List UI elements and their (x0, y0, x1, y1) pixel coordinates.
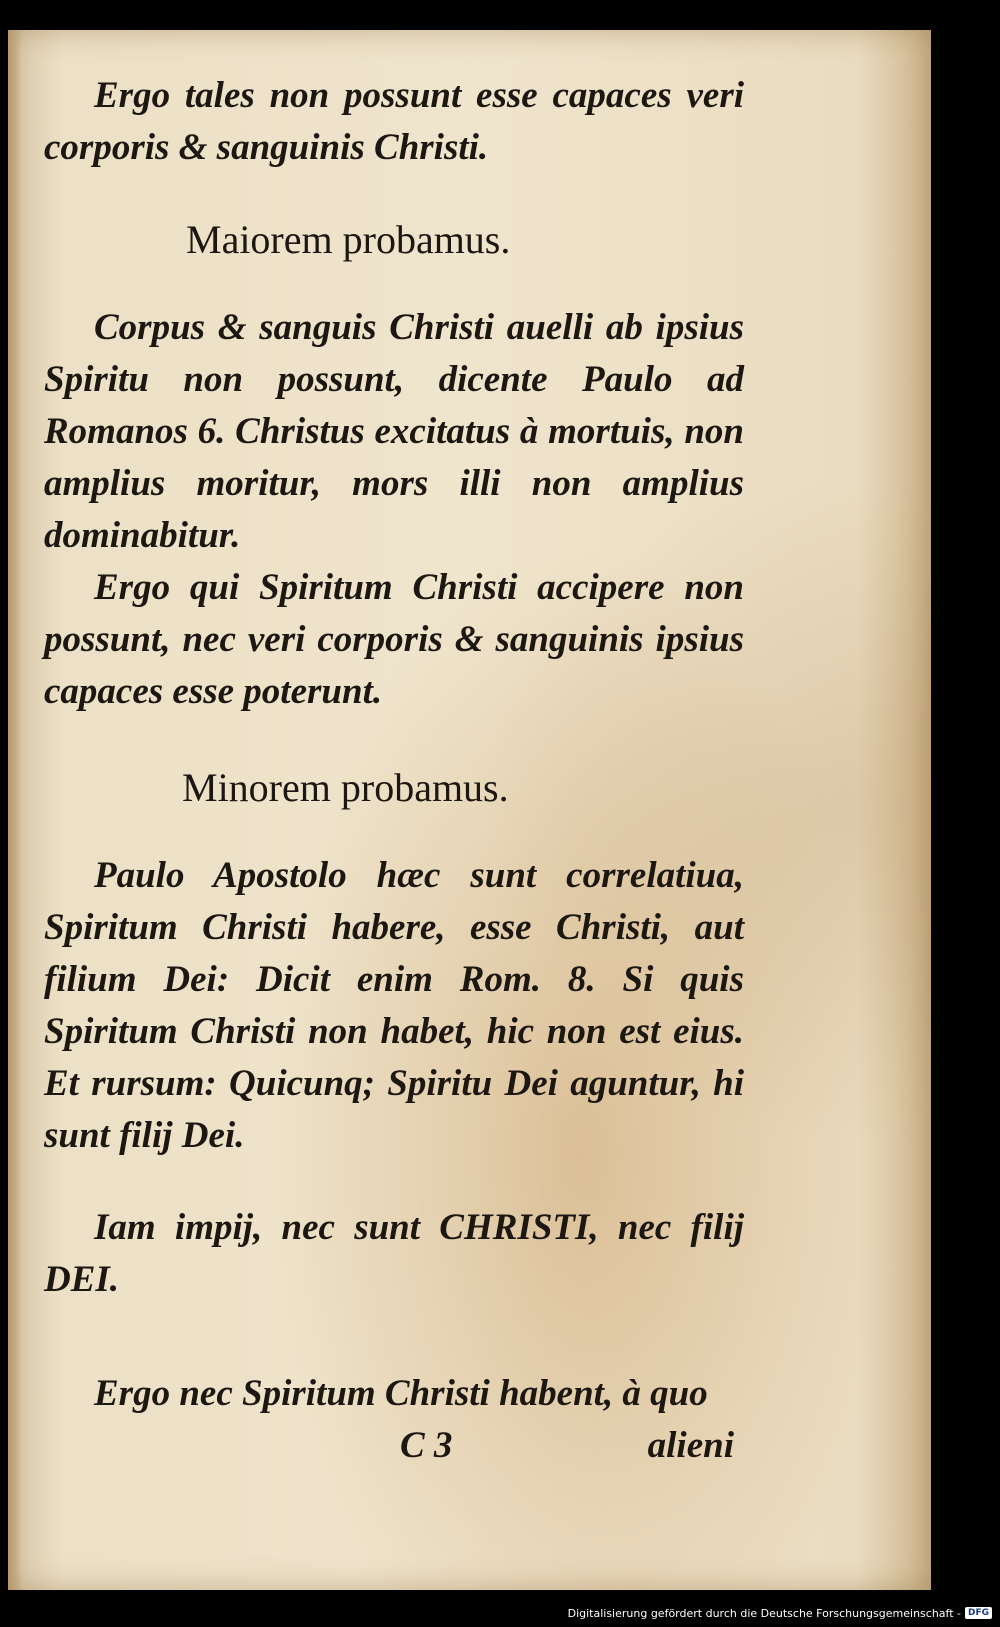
paragraph-conclusion: Ergo tales non possunt esse capaces veri corporis & sanguinis Christi. (44, 75, 744, 168)
signature-mark: C 3 (400, 1425, 453, 1466)
page-text-block (44, 70, 744, 1306)
footer-credit: Digitalisierung gefördert durch die Deutsche Forschungsgemeinschaft - (567, 1606, 961, 1620)
catchword: alieni (647, 1425, 734, 1466)
dfg-logo-icon: DFG (965, 1607, 992, 1619)
paragraph-impii: Iam impij, nec sunt CHRISTI, nec filij DEI. (44, 1207, 744, 1300)
digitization-footer (568, 1603, 992, 1623)
heading-minorem: Minorem probamus. (182, 765, 509, 810)
paragraph-major-conclusion: Ergo qui Spiritum Christi accipere non possunt, nec veri corporis & sanguinis ipsius capaces esse poterunt. (44, 567, 744, 712)
paragraph-major-proof: Corpus & sanguis Christi auelli ab ipsius Spiritu non possunt, dicente Paulo ad Romanos 6. Christus excitatus à mortuis, non amplius moritur, mors illi non amplius dominabitur. (44, 307, 744, 556)
paragraph-final: Ergo nec Spiritum Christi habent, à quo (94, 1373, 708, 1414)
paragraph-minor-proof: Paulo Apostolo hæc sunt correlatiua, Spiritum Christi habere, esse Christi, aut filium Dei: Dicit enim Rom. 8. Si quis Spiritum Christi non habet, hic non est eius. Et rursum: Quicunq; Spiritu Dei aguntur, hi sunt filij Dei. (44, 855, 744, 1156)
last-line (44, 1373, 744, 1472)
page-gutter (8, 30, 22, 1590)
heading-maiorem: Maiorem probamus. (186, 217, 511, 262)
book-page (8, 30, 931, 1590)
